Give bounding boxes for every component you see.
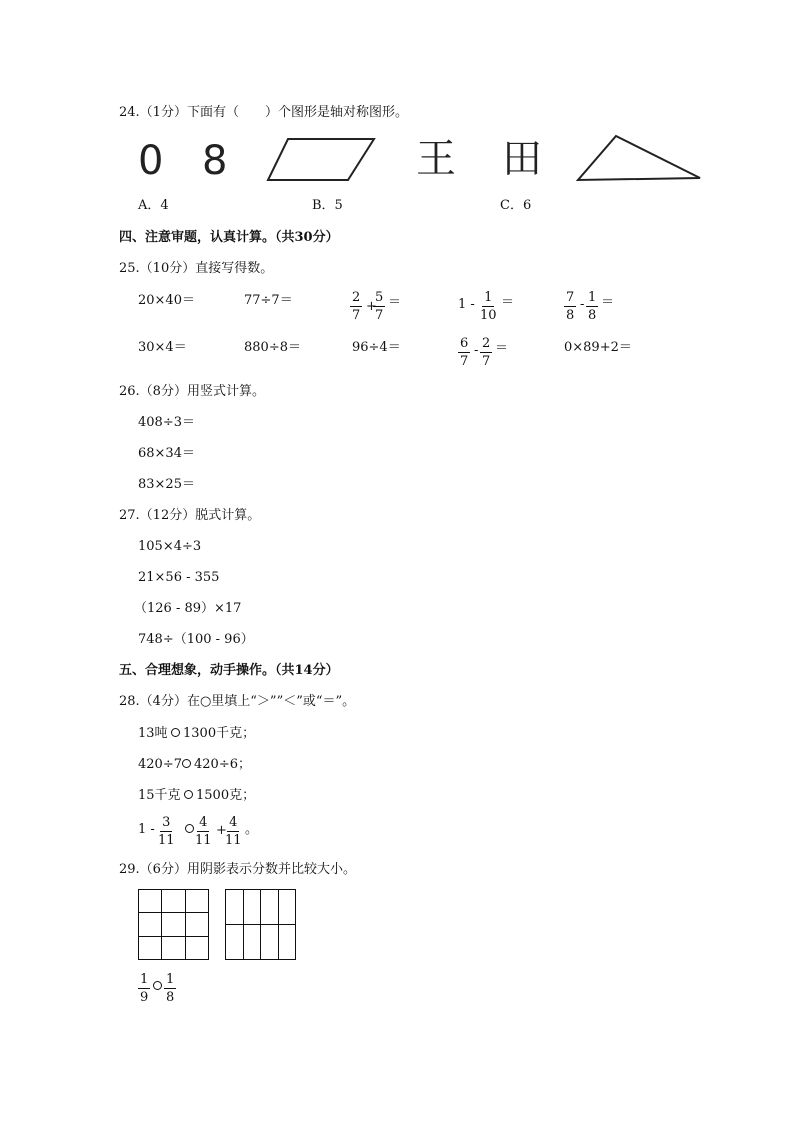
q25-r2-e: 0×89+2＝ (564, 340, 632, 355)
q25-r1-a: 20×40＝ (138, 293, 195, 308)
q27-item-3: （126 - 89）×17 (134, 601, 242, 616)
q28-item4-frac2: $\frac{4}{11}$ (195, 815, 212, 848)
q29-compare-circle (153, 981, 162, 990)
q28-item2-left: 420÷7 (138, 757, 182, 772)
q25-r2-d-frac1: $\frac{6}{7}$ (460, 336, 469, 369)
q28-item4-frac1: $\frac{3}{11}$ (158, 815, 175, 848)
q29-frac-right: $\frac{1}{8}$ (166, 972, 175, 1005)
q26-stem: 26.（8分）用竖式计算。 (119, 384, 265, 399)
q28-stem: 28.（4分）在○里填上“＞””＜”或“＝”。 (119, 694, 356, 709)
q24-option-a: A．4 (138, 198, 169, 213)
q24-stem: 24.（1分）下面有（ ）个图形是轴对称图形。 (119, 105, 408, 120)
q29-frac-left: $\frac{1}{9}$ (140, 972, 149, 1005)
q25-r1-e-frac1: $\frac{7}{8}$ (566, 290, 575, 323)
q25-r1-c-op: + (366, 299, 377, 314)
q28-item4-end: 。 (245, 822, 259, 837)
q25-r2-a: 30×4＝ (138, 340, 187, 355)
glyph-tian: 田 (502, 136, 542, 182)
q28-item4-circle (185, 824, 194, 833)
grid-nine-parts[interactable] (138, 889, 209, 960)
q25-r2-d-eq: ＝ (495, 341, 509, 356)
q25-r1-e-frac2: $\frac{1}{8}$ (588, 290, 597, 323)
q25-r2-b: 880÷8＝ (244, 340, 301, 355)
glyph-wang: 王 (416, 136, 456, 182)
q28-item2-right: 420÷6； (194, 757, 251, 772)
q25-r1-d-pre: 1 - (458, 297, 475, 312)
q25-r1-e-eq: ＝ (601, 295, 615, 310)
grid-eight-parts[interactable] (225, 889, 296, 960)
q28-item3-right: 1500克； (196, 788, 256, 803)
q25-r1-b: 77÷7＝ (244, 293, 293, 308)
q25-r1-d-eq: ＝ (501, 295, 515, 310)
q28-item1-left: 13吨 (138, 726, 168, 741)
q25-r1-d-frac: $\frac{1}{10}$ (480, 290, 497, 323)
q25-r1-c-eq: ＝ (388, 295, 402, 310)
q25-r1-c-frac2: $\frac{5}{7}$ (375, 290, 384, 323)
parallelogram-shape (262, 134, 382, 186)
glyph-eight: 8 (202, 138, 228, 184)
glyph-zero: 0 (138, 138, 164, 184)
triangle-shape (574, 131, 704, 185)
q25-r2-d-frac2: $\frac{2}{7}$ (482, 336, 491, 369)
q28-item4-frac3: $\frac{4}{11}$ (225, 815, 242, 848)
q26-item-1: 408÷3＝ (138, 415, 195, 430)
q25-r2-c: 96÷4＝ (352, 340, 401, 355)
q24-option-c: C．6 (500, 198, 532, 213)
q27-item-1: 105×4÷3 (138, 539, 202, 554)
q27-stem: 27.（12分）脱式计算。 (119, 508, 261, 523)
q26-item-3: 83×25＝ (138, 477, 195, 492)
q27-item-2: 21×56 - 355 (138, 570, 220, 585)
q24-option-b: B．5 (312, 198, 343, 213)
q28-item4-pre: 1 - (138, 822, 155, 837)
q25-stem: 25.（10分）直接写得数。 (119, 261, 274, 276)
q25-r2-d-op: - (474, 343, 479, 358)
q28-item3-circle (184, 790, 193, 799)
q26-item-2: 68×34＝ (138, 446, 195, 461)
section5-title: 五、合理想象，动手操作。（共14分） (119, 663, 339, 678)
q25-r1-e-op: - (580, 297, 585, 312)
q27-item-4: 748÷（100 - 96） (138, 632, 254, 647)
q28-item4-op: + (216, 823, 227, 838)
q28-item3-left: 15千克 (138, 788, 181, 803)
section4-title: 四、注意审题，认真计算。（共30分） (119, 230, 339, 245)
q28-item1-right: 1300千克； (183, 726, 256, 741)
q29-stem: 29.（6分）用阴影表示分数并比较大小。 (119, 862, 356, 877)
q28-item1-circle (171, 728, 180, 737)
q25-r1-c-frac1: $\frac{2}{7}$ (352, 290, 361, 323)
q28-item2-circle (182, 759, 191, 768)
